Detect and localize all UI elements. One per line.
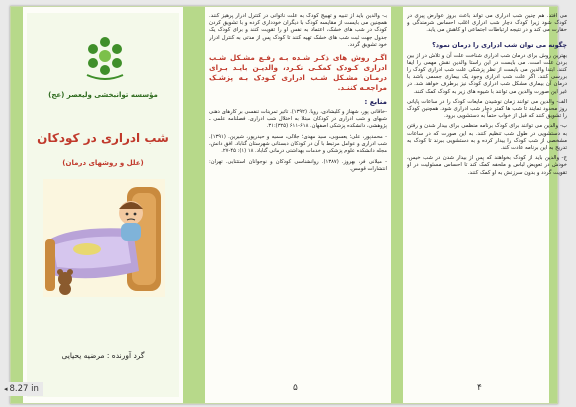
page-number-5: ۵: [293, 383, 298, 393]
reference-item: -خاقانی پور، شهناز و کلیشادی، رویا. (۱۳۹۲). تاثیر تمرینات تنفسی بر کارهای ذهنی شبهای و شب ادراری در کودکان مبتلا به اختلال شب ادراری. فصلنامه علمی ـ پژوهشی، دانشکده پزشکی اصفهان. ۶۱۸-۶۱۱ (۳۲۵):۳۱.: [209, 109, 387, 130]
gutter-strip-1: [183, 7, 205, 403]
cover-subtitle: (علل و روشهای درمان): [62, 159, 144, 167]
treatment-question-heading: چگونه می توان شب ادراری را درمان نمود؟: [432, 40, 567, 49]
answer-paragraph: الف- والدین می توانند زمان نوشیدن مایعات کودک را در ساعات پایانی روز محدود نمایند تا شب ها کمتر دچار شب ادراری شود. همچنین کودک را تشویق کنند که قبل از خواب حتماً به دستشویی برود.: [407, 98, 567, 120]
reference-item: - محمدپور، علی؛ یعسوبی، سید مهدی؛ جلالی، سمیه و حیدرپور، شیرین. (۱۳۹۱). شب ادراری و عوامل مرتبط با آن در کودکان دبستانی شهرستان گناباد. افق دانش، مجله دانشکده علوم پزشکی و خدمات بهداشتی درمانی گناباد. ۱۸ (۱): ۴۵-۲۷.: [209, 134, 387, 155]
reference-item: - میلانی فر، بهروز. (۱۳۸۷). روانشناسی کودکان و نوجوانان استثنایی. تهران: انتشارات قومس.: [209, 159, 387, 173]
organization-logo: [81, 33, 129, 81]
answer-paragraph: ب- والدین می توانند برای کودک برنامه منظمی برای بیدار شدن و رفتن به دستشویی در طول شب تنظیم کنند. به این صورت که در ساعات مشخصی از شب کودک را بیدار کرده و به دستشویی ببرند تا کودک به تدریج به این برنامه عادت کند.: [407, 123, 567, 152]
doctor-referral-note: اگـر روش های ذکـر شـده بـه رفـع مشـکل شـب ادراری کـودک کمکـی نکـرد، والدیـن بایـد بـرای درمـان مشـکل شـب ادراری کـودک بـه پزشـک مراجعـه کننـد.: [209, 53, 387, 93]
brochure-sheet: [10, 6, 567, 404]
gutter-strip-2: [391, 7, 403, 403]
page-size-text: 8.27 in: [9, 384, 39, 394]
references-title: منابع :: [364, 98, 387, 107]
child-in-bed-illustration: [43, 179, 165, 297]
compiler-credit: گرد آورنده : مرضیه یحیایی: [61, 351, 145, 360]
middle-panel: [209, 13, 387, 397]
answer-paragraph: ج- والدین باید از کودک بخواهند که پس از بیدار شدن در شب خیس، خودش در تعویض لباس و ملحفه کمک کند تا احساس مسئولیت در او تقویت گردد و بدون سرزنش به او کمک کنند.: [407, 155, 567, 176]
right-panel: [407, 13, 567, 397]
cover-title: شب ادراری در کودکان: [37, 131, 169, 145]
organization-name: مؤسسه توانبخشی ولیعصر (عج): [48, 91, 158, 99]
answer-paragraph: بهترین روش برای درمان شب ادراری شناخت علت آن و تلاش در از بین بردن علت است. می بایست در این راستا والدین نقش مهمی را ایفا کنند. ابتدا والدین می بایست از نظر پزشکی علت شب ادراری کودک را بررسی کنند. اگر علت شب ادراری وجود یک بیماری جسمی باشد با درمان آن بیماری مشکل شب ادراری کودک نیز برطرف خواهد شد. در غیر این صورت والدین می توانند با شیوه های زیر به کودک کمک کنند.: [407, 52, 567, 95]
page-number-4: ۴: [477, 383, 482, 393]
chevron-left-icon: ◂: [4, 385, 8, 393]
left-margin-strip: [11, 7, 23, 403]
page-size-indicator[interactable]: [0, 382, 43, 396]
advice-paragraph-b: بـ- والدین باید از تنبیه و تهییج کودک به علت ناتوانی در کنترل ادرار پرهیز کنند. همچنین می بایست از مقایسه کودک با دیگران خودداری کرده و با تشویق کردن کودک در شب های خشک، اعتماد به نفس او را تقویت کنند و برای کودک یک جدول جهت ثبت شب های خشک تهیه کنند تا کودک پس از مدتی به کنترل ادرار خود تشویق گردد.: [209, 13, 387, 48]
intro-paragraph: می افتد. هم چنین شب ادراری می تواند باعث بروز عوارض پیری در کودک شود زیرا کودک دچار شب ادراری اغلب احساس شرمندگی و حقارت می کند و در نتیجه ارتباطات اجتماعی او کاهش می یابد.: [407, 13, 567, 34]
